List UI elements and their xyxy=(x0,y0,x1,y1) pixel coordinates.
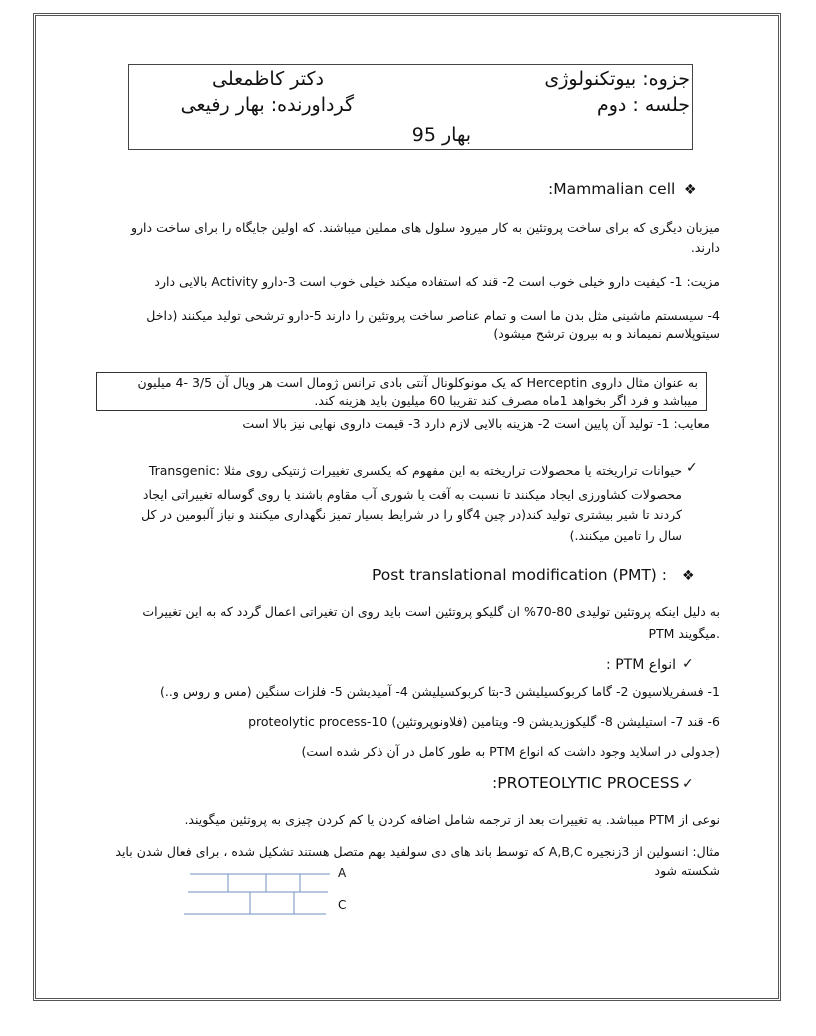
course-title: جزوه: بیوتکنولوژی xyxy=(544,68,690,90)
transgenic-line-2: محصولات کشاورزی ایجاد میکنند تا نسبت به آفت یا شوری آب مقاوم باشند یا روی گوساله تغییراتی ایجاد xyxy=(142,487,682,502)
transgenic-line-1: Transgenic: حیوانات تراریخته یا محصولات تراریخته به این مفهوم که یکسری تغییرات ژنتیکی روی مثلا xyxy=(148,463,682,478)
proteolytic-line-2: مثال: انسولین از 3زنجیره A,B,C که توسط باند های دی سولفید بهم متصل هستند تشکیل شده ، برای فعال شدن باید xyxy=(115,844,720,859)
section-title-proteolytic: :PROTEOLYTIC PROCESS xyxy=(492,774,680,792)
disadvantages-line: معایب: 1- تولید آن پایین است 2- هزینه بالایی لازم دارد 3- قیمت داروی نهایی نیز بالا است xyxy=(242,416,710,431)
transgenic-line-3: کردند تا شیر بیشتری تولید کند(در چین 4گاو را در شرایط بسیار تمیز نگهداری میکنند و نیاز آلبومین در کل xyxy=(141,507,682,522)
example-line-2: میباشد و فرد اگر بخواهد 1ماه مصرف کند تقریبا 60 میلیون باید هزینه کند. xyxy=(314,393,698,408)
diamond-bullet-icon: ❖ xyxy=(682,568,695,584)
term-label: بهار 95 xyxy=(411,124,471,146)
insulin-chain-sketch xyxy=(180,864,340,922)
ptm-types-line-1: 1- فسفریلاسیون 2- گاما کربوکسیلیشن 3-بتا کربوکسیلیشن 4- آمیدیشن 5- فلزات سنگین (مس و روس و..) xyxy=(160,684,720,699)
diamond-bullet-icon: ❖ xyxy=(684,182,697,198)
proteolytic-line-1: نوعی از PTM میباشد. به تغییرات بعد از ترجمه شامل اضافه کردن یا کم کردن چیزی به پروتئین میگویند. xyxy=(184,812,720,827)
ptm-types-title: انواع PTM : xyxy=(606,657,676,673)
checkmark-bullet-icon: ✓ xyxy=(682,656,694,672)
advantages-line-3: سیتوپلاسم نمیماند و به بیرون ترشح میشود) xyxy=(493,326,720,341)
pmt-intro-line-2: PTM میگویند. xyxy=(648,626,720,641)
checkmark-bullet-icon: ✓ xyxy=(682,776,694,792)
advantages-line-1: مزیت: 1- کیفیت دارو خیلی خوب است 2- قند که استفاده میکند خیلی خوب است 3-دارو Activity بالایی دارد xyxy=(154,274,720,289)
transgenic-line-4: سال را تامین میکنند.) xyxy=(569,528,682,543)
mammalian-intro-line-1: میزبان دیگری که برای ساخت پروتئین به کار میرود سلول های مملین میباشند. که اولین جایگاه را برای ساخت دارو xyxy=(130,220,720,235)
advantages-line-2: 4- سیسستم ماشینی مثل بدن ما است و تمام عناصر ساخت پروتئین را دارند 5-دارو ترشحی تولید میکنند (داخل xyxy=(146,308,720,323)
pmt-intro-line-1: به دلیل اینکه پروتئین تولیدی 80-70% ان گلیکو پروتئین است باید روی ان تغیراتی اعمال گردد که به این تغییرات xyxy=(142,604,720,619)
checkmark-bullet-icon: ✓ xyxy=(686,460,698,476)
chain-label-a: A xyxy=(338,866,347,880)
mammalian-intro-line-2: دارند. xyxy=(690,240,720,255)
session-label: جلسه : دوم xyxy=(596,94,690,116)
section-title-pmt: Post translational modification (PMT) : xyxy=(372,566,667,584)
example-line-1: به عنوان مثال داروی Herceptin که یک مونوکلونال آنتی بادی ترانس ژومال است هر ویال آن 3/5 -4 میلیون xyxy=(137,375,698,390)
professor-name: دکتر کاظمعلی xyxy=(212,68,324,90)
ptm-types-line-2: 6- قند 7- استیلیشن 8- گلیکوزیدیشن 9- ویتامین (فلاونوپروتئین) 10-proteolytic process xyxy=(248,714,720,729)
section-title-mammalian: :Mammalian cell xyxy=(548,180,676,198)
proteolytic-line-3: شکسته شود xyxy=(654,863,720,878)
compiler-name: گرداورنده: بهار رفیعی xyxy=(180,94,354,116)
chain-label-c: C xyxy=(338,898,347,912)
ptm-types-note: (جدولی در اسلاید وجود داشت که انواع PTM به طور کامل در آن ذکر شده است) xyxy=(301,744,720,759)
